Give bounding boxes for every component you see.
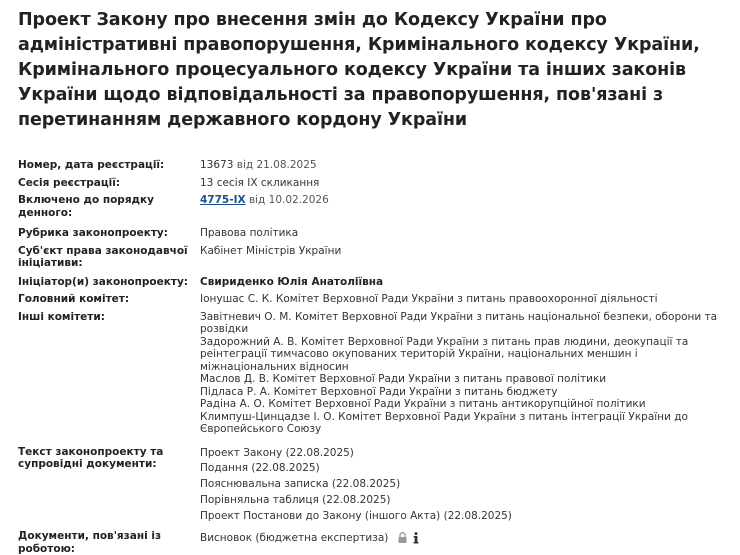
work-docs-label: Документи, пов'язані із роботою: (18, 530, 162, 555)
agenda-date: від 10.02.2026 (248, 194, 329, 206)
document-link[interactable]: Пояснювальна записка (22.08.2025) (200, 478, 401, 491)
other-committees-label: Інші комітети: (18, 310, 105, 323)
row-other-committees (18, 311, 722, 436)
committee-item: Климпуш-Цинцадзе І. О. Комітет Верховної Ради України з питань інтеграції України до Європейського Союзу (200, 410, 688, 435)
row-agenda (18, 194, 722, 219)
session-value: 13 сесія IX скликання (200, 176, 320, 189)
page-title: Проект Закону про внесення змін до Кодексу України про адміністративні правопорушення, Кримінального кодексу України, Кримінального процесуального кодексу України та інших законів України щодо відповідальності за правопорушення, пов'язані з перетинанням державного кордону України (18, 10, 700, 130)
committee-item: Маслов Д. В. Комітет Верховної Ради України з питань правової політики (200, 373, 607, 385)
committee-item: Задорожний А. В. Комітет Верховної Ради України з питань прав людини, деокупації та реінтеграції тимчасово окупованих територій України, національних меншин і міжнаціональних відносин (200, 335, 689, 373)
initiator-label: Ініціатор(и) законопроекту: (18, 275, 189, 288)
row-registration (18, 159, 722, 172)
document-link[interactable]: Проект Постанови до Закону (іншого Акта) (22.08.2025) (200, 509, 512, 522)
committee-item: Завітневич О. М. Комітет Верховної Ради України з питань національної безпеки, оборони та розвідки (200, 310, 718, 335)
lock-icon (398, 532, 407, 548)
row-main-committee (18, 293, 722, 306)
row-rubric (18, 227, 722, 240)
row-initiator (18, 276, 722, 289)
info-icon[interactable] (413, 532, 419, 548)
document-link[interactable]: Порівняльна таблиця (22.08.2025) (200, 493, 391, 506)
row-session (18, 177, 722, 190)
main-committee-label: Головний комітет: (18, 293, 130, 305)
row-documents (18, 446, 722, 525)
main-committee-value: Іонушас С. К. Комітет Верховної Ради України з питань правоохоронної діяльності (200, 293, 658, 305)
documents-label: Текст законопроекту та супровідні документи: (18, 445, 164, 470)
initiator-value: Свириденко Юлія Анатоліївна (200, 275, 384, 288)
registration-date: від 21.08.2025 (236, 159, 317, 171)
document-link[interactable]: Проект Закону (22.08.2025) (200, 446, 354, 459)
document-link[interactable]: Подання (22.08.2025) (200, 462, 320, 475)
row-work-docs (18, 530, 722, 555)
registration-label: Номер, дата реєстрації: (18, 159, 165, 171)
registration-number: 13673 (200, 159, 234, 171)
row-subject (18, 245, 722, 270)
subject-label: Суб'єкт права законодавчої ініціативи: (18, 244, 188, 269)
committee-item: Радіна А. О. Комітет Верховної Ради України з питань антикорупційної політики (200, 398, 646, 410)
subject-value: Кабінет Міністрів України (200, 244, 342, 257)
rubric-label: Рубрика законопроекту: (18, 227, 168, 239)
rubric-value: Правова політика (200, 227, 299, 239)
other-committees-list (200, 311, 722, 436)
agenda-label: Включено до порядку денного: (18, 194, 155, 219)
documents-list (200, 446, 722, 525)
committee-item: Підласа Р. А. Комітет Верховної Ради України з питань бюджету (200, 385, 558, 398)
session-label: Сесія реєстрації: (18, 176, 121, 189)
work-doc-link[interactable]: Висновок (бюджетна експертиза) (200, 532, 389, 545)
bill-details (18, 159, 722, 555)
agenda-link[interactable]: 4775-IX (200, 194, 246, 206)
